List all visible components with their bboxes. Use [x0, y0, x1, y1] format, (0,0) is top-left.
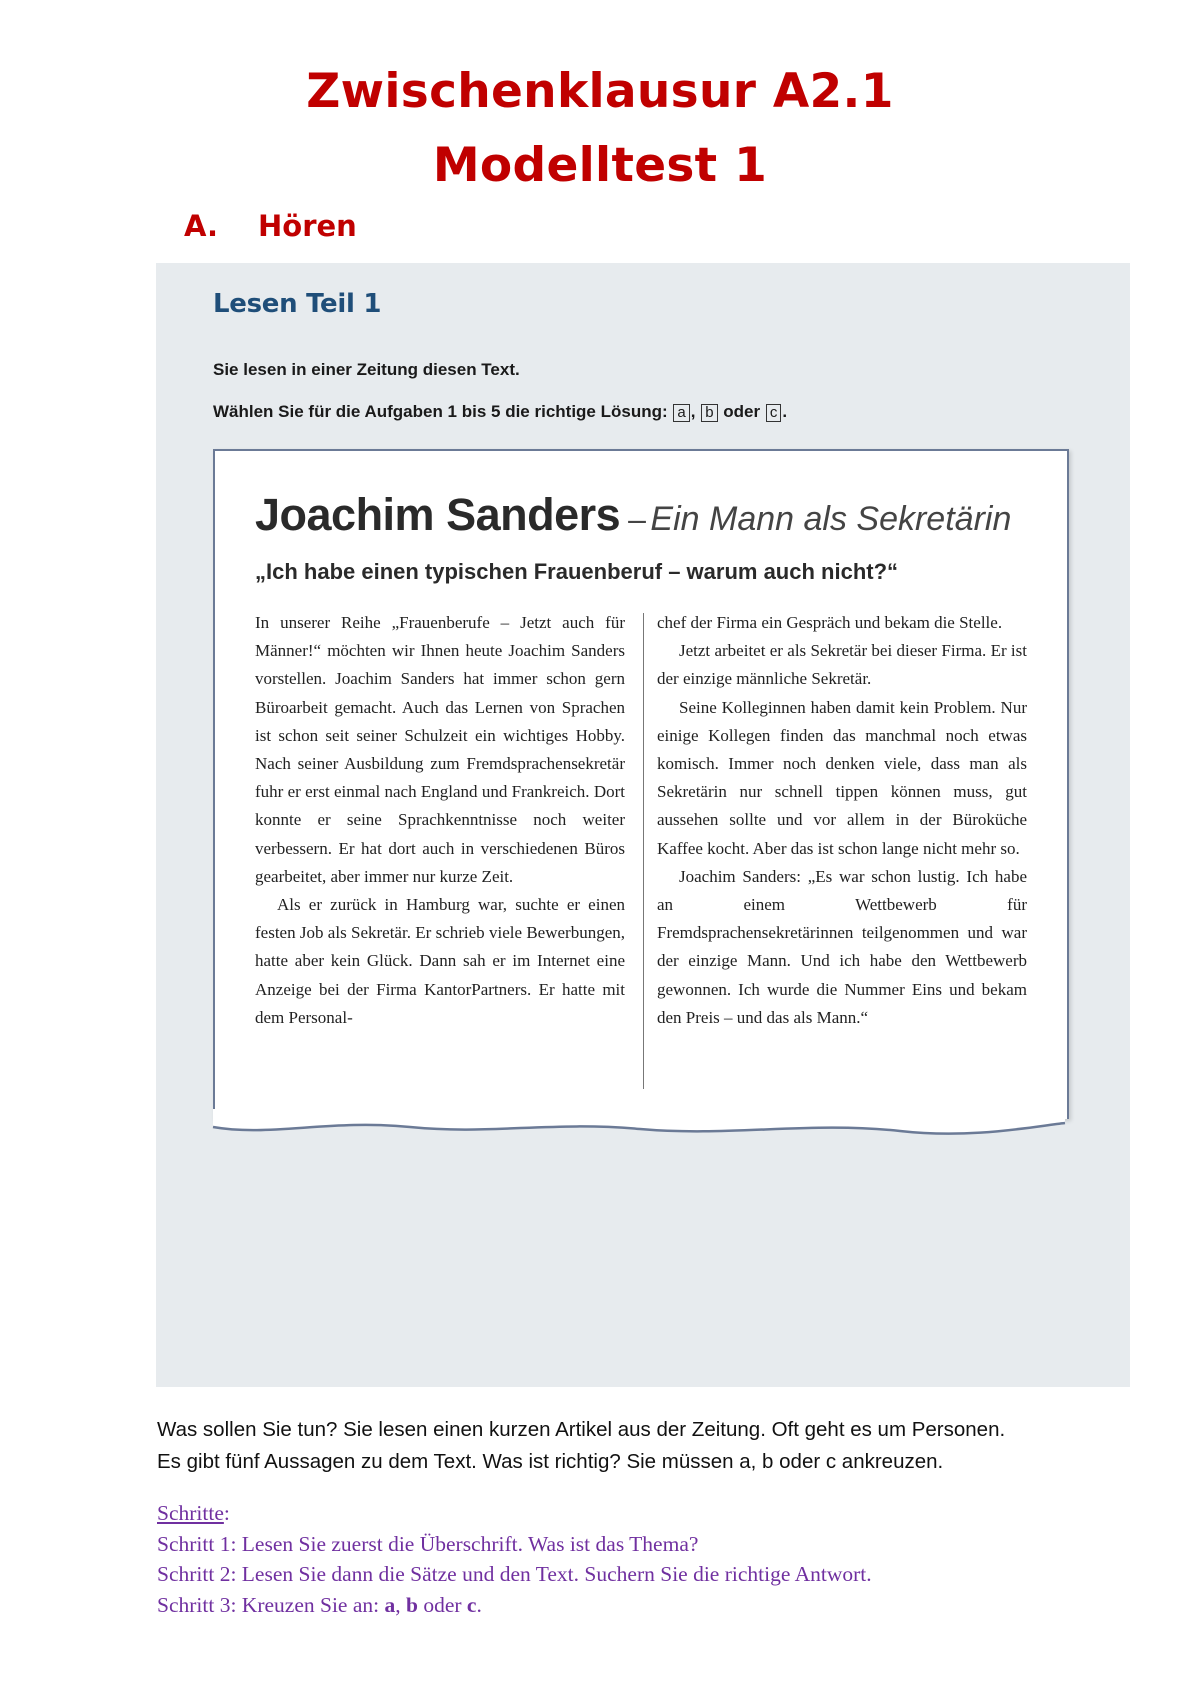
step-3-option-c: c — [466, 1592, 477, 1617]
task-description-line-1: Was sollen Sie tun? Sie lesen einen kurzen Artikel aus der Zeitung. Oft geht es um Personen. — [157, 1418, 1006, 1441]
step-1: Schritt 1: Lesen Sie zuerst die Überschrift. Was ist das Thema? — [157, 1531, 699, 1556]
instruction-period: . — [782, 402, 788, 421]
section-heading — [184, 209, 357, 243]
task-panel — [156, 263, 1130, 1387]
steps-heading — [157, 1498, 872, 1529]
option-or: oder — [723, 402, 761, 421]
steps-heading-text: Schritte — [157, 1501, 224, 1525]
article-dash: – — [628, 501, 646, 537]
article-name: Joachim Sanders — [255, 489, 621, 540]
newspaper-article — [213, 449, 1069, 1119]
option-box-a: a — [673, 404, 689, 422]
option-box-b: b — [701, 404, 717, 422]
steps-list — [157, 1498, 872, 1620]
step-3-period: . — [476, 1592, 482, 1617]
step-3-text: Schritt 3: Kreuzen Sie an: — [157, 1592, 380, 1617]
article-paragraph: In unserer Reihe „Frauenberufe – Jetzt auch für Männer!“ möchten wir Ihnen heute Joachim Sanders vorstellen. Joachim Sanders hat immer schon gern Büroarbeit gemacht. Auch das Lernen von Sprachen ist schon seit seiner Schulzeit ein wichtiges Hobby. Nach seiner Ausbildung zum Fremdsprachensekretär fuhr er erst einmal nach England und Frankreich. Dort konnte er seine Sprachkenntnisse noch weiter verbessern. Er hat dort auch in verschiedenen Büros gearbeitet, aber immer nur kurze Zeit. — [255, 613, 625, 886]
section-number: A. — [184, 209, 218, 243]
article-paragraph: Joachim Sanders: „Es war schon lustig. Ich habe an einem Wettbewerb für Fremdsprachensekretärinnen teilgenommen und war der einzige Mann. Und ich habe den Wettbewerb gewonnen. Ich wurde die Nummer Eins und bekam den Preis – und das als Mann.“ — [657, 866, 1027, 1027]
article-paragraph: Als er zurück in Hamburg war, suchte er einen festen Job als Sekretär. Er schrieb viele Bewerbungen, hatte aber kein Glück. Dann sah er im Internet eine Anzeige bei der Firma KantorPartners. Er hatte mit dem Personal- — [255, 895, 625, 1027]
instruction-line-2 — [213, 402, 787, 422]
step-2: Schritt 2: Lesen Sie dann die Sätze und den Text. Suchern Sie die richtige Antwort. — [157, 1562, 872, 1586]
option-box-c: c — [766, 404, 782, 422]
step-3-option-b: b — [405, 1592, 418, 1617]
steps-heading-colon: : — [223, 1501, 230, 1525]
article-subtitle: Ein Mann als Sekretärin — [650, 500, 1012, 538]
article-paragraph: Seine Kolleginnen haben damit kein Problem. Nur einige Kollegen finden das manchmal noch etwas komisch. Immer noch denken viele, dass man als Sekretärin nur schnell tippen können muss, gut aussehen sollte und vor allem in der Büroküche Kaffee kocht. Aber das ist schon lange nicht mehr so. — [657, 697, 1027, 858]
page-title-line2: Modelltest 1 — [432, 138, 768, 193]
section-title: Hören — [258, 209, 357, 243]
instruction-text: Wählen Sie für die Aufgaben 1 bis 5 die richtige Lösung: — [213, 402, 668, 421]
instruction-line-1: Sie lesen in einer Zeitung diesen Text. — [213, 360, 520, 379]
article-column-right — [657, 609, 1027, 1032]
article-headline — [255, 489, 1011, 541]
step-3-comma: , — [395, 1592, 401, 1617]
article-torn-edge — [210, 1109, 1068, 1145]
article-paragraph: Jetzt arbeitet er als Sekretär bei dieser Firma. Er ist der einzige männliche Sekretär. — [657, 641, 1027, 689]
column-divider — [643, 613, 644, 1089]
option-separator: , — [690, 402, 696, 421]
article-paragraph: chef der Firma ein Gespräch und bekam die Stelle. — [657, 613, 1003, 632]
step-3-option-a: a — [384, 1592, 396, 1617]
article-column-left — [255, 609, 625, 1032]
page-title-line1: Zwischenklausur A2.1 — [306, 64, 894, 119]
step-3 — [157, 1590, 872, 1621]
article-quote: „Ich habe einen typischen Frauenberuf – warum auch nicht?“ — [255, 559, 899, 584]
step-3-or: oder — [423, 1592, 462, 1617]
task-description-line-2: Es gibt fünf Aussagen zu dem Text. Was ist richtig? Sie müssen a, b oder c ankreuzen. — [157, 1450, 944, 1473]
task-heading: Lesen Teil 1 — [213, 289, 382, 319]
